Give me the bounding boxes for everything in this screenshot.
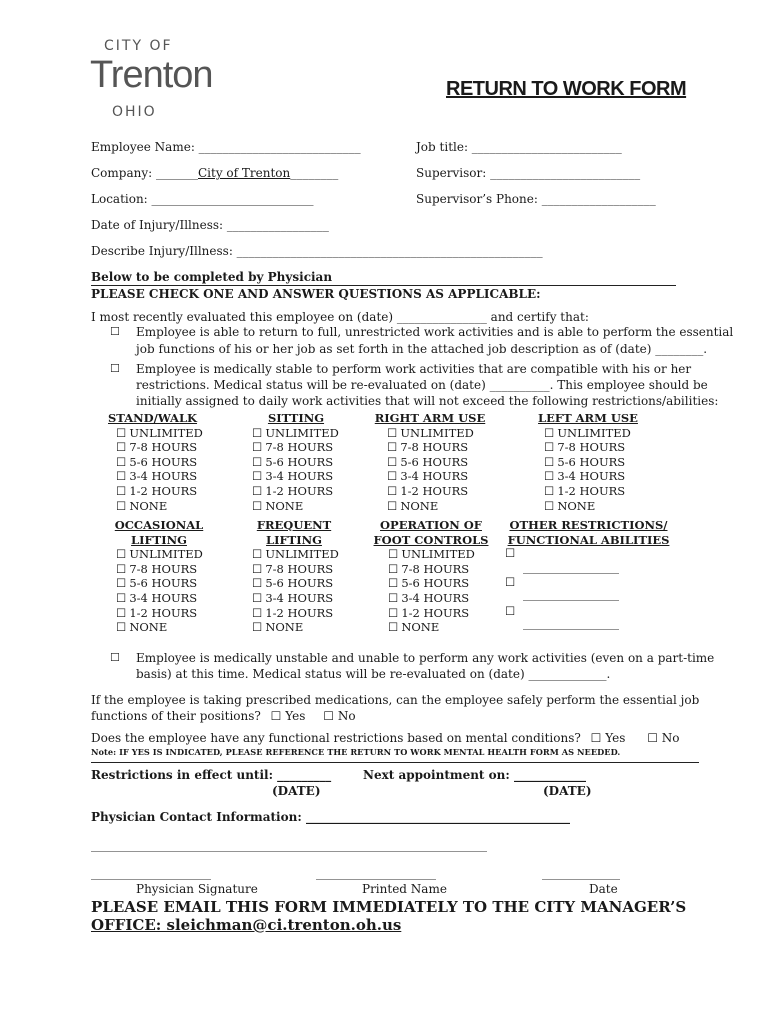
restriction-checkbox[interactable]: ☐ [252,620,263,635]
company-label: Company: _______ [91,166,198,180]
other-restriction-2-blank[interactable]: ________________ [523,587,619,601]
restriction-checkbox[interactable]: ☐ [387,483,398,498]
supervisor-field[interactable]: Supervisor: _________________________ [416,166,641,180]
col-foot-controls [372,518,502,635]
restriction-option[interactable] [116,547,242,562]
option-list [108,426,238,514]
restriction-checkbox[interactable]: ☐ [252,498,263,513]
restriction-option[interactable] [252,562,382,577]
restrictions-until-field[interactable]: Restrictions in effect until: _________ [91,768,332,782]
col-stand-walk [108,411,238,513]
restriction-option-label: 7-8 HOURS [129,561,198,576]
col-heading: LEFT ARM USE [538,411,638,425]
option-list [252,547,382,635]
medications-yes-label: Yes [285,709,306,723]
other-restriction-1-checkbox[interactable]: ☐ [505,546,516,560]
restriction-checkbox[interactable]: ☐ [544,483,555,498]
restriction-option-label: 3-4 HOURS [265,590,334,605]
restriction-checkbox[interactable]: ☐ [116,620,127,635]
restriction-option-label: 1-2 HOURS [129,483,198,498]
restriction-option[interactable] [388,591,502,606]
restriction-option[interactable] [116,620,242,635]
physician-signature-line[interactable]: ____________________ [91,866,211,880]
option-restricted-line2: restrictions. Medical status will be re-evaluated on (date) __________. This employee should be [136,378,708,392]
restriction-option-label: 5-6 HOURS [129,454,198,469]
option-list [373,426,503,514]
restriction-option-label: 7-8 HOURS [129,440,198,455]
restriction-option[interactable] [252,469,382,484]
option-full-duty-line2: job functions of his or her job as set forth in the attached job description as of (date) ________. [136,342,708,356]
col-heading-line1: OCCASIONAL [114,518,204,532]
col-heading-line2: FOOT CONTROLS [373,532,489,547]
medications-yes-checkbox[interactable]: ☐ [270,709,282,723]
mental-yes-checkbox[interactable]: ☐ [590,731,602,745]
medications-no-checkbox[interactable]: ☐ [323,709,334,723]
other-restriction-3-checkbox[interactable]: ☐ [505,604,516,618]
restriction-option[interactable] [388,576,502,591]
col-heading-line2: FUNCTIONAL ABILITIES [507,532,670,547]
restriction-checkbox[interactable]: ☐ [252,469,263,484]
restriction-option-label: 5-6 HOURS [557,454,626,469]
other-restriction-2[interactable] [505,575,515,589]
restriction-option[interactable] [544,426,666,441]
restriction-checkbox[interactable]: ☐ [116,483,127,498]
restriction-checkbox[interactable]: ☐ [116,576,127,591]
medications-question-line2 [91,709,356,723]
restriction-option-label: 7-8 HOURS [400,440,469,455]
other-restriction-3-blank[interactable]: ________________ [523,616,619,630]
option-restricted-checkbox[interactable]: ☐ [110,362,120,375]
restriction-checkbox[interactable]: ☐ [116,590,127,605]
col-heading-line1: OPERATION OF [380,518,482,532]
certify-text: I most recently evaluated this employee on (date) _______________ and certify that: [91,310,589,324]
restriction-option[interactable] [387,426,503,441]
restriction-option[interactable] [116,499,238,514]
col-other-restrictions [505,518,675,547]
restriction-checkbox[interactable]: ☐ [116,605,127,620]
restriction-option[interactable] [252,499,382,514]
col-heading-line1: OTHER RESTRICTIONS/ [509,518,668,532]
medications-question-text: functions of their positions? [91,709,261,723]
restriction-option-label: UNLIMITED [400,425,474,440]
physician-heading-rule [91,285,676,286]
restriction-option-label: UNLIMITED [265,425,339,440]
option-restricted-line1: Employee is medically stable to perform work activities that are compatible with his or her [136,362,692,376]
restriction-option[interactable] [252,591,382,606]
restriction-option-label: 1-2 HOURS [400,483,469,498]
option-full-duty-checkbox[interactable]: ☐ [110,325,120,338]
email-instruction-line1: PLEASE EMAIL THIS FORM IMMEDIATELY TO THE CITY MANAGER’S [91,898,687,916]
medications-no-label: No [337,709,356,723]
restriction-checkbox[interactable]: ☐ [116,547,127,562]
restriction-option-label: 1-2 HOURS [401,605,470,620]
restriction-checkbox[interactable]: ☐ [544,469,555,484]
physician-contact-field[interactable]: Physician Contact Information: ____________________________________________ [91,810,570,824]
restriction-checkbox[interactable]: ☐ [252,576,263,591]
restriction-option-label: 7-8 HOURS [557,440,626,455]
restriction-option-label: 7-8 HOURS [265,440,334,455]
restriction-option[interactable] [252,426,382,441]
restriction-option-label: 7-8 HOURS [401,561,470,576]
company-value: City of Trenton [198,166,291,180]
restrictions-until-date-label: (DATE) [272,784,321,798]
restriction-option[interactable] [544,440,666,455]
restriction-option-label: NONE [129,498,168,513]
medications-question: If the employee is taking prescribed medications, can the employee safely perform the essential job [91,693,700,707]
restriction-option[interactable] [387,440,503,455]
option-list [112,547,242,635]
restriction-option-label: 3-4 HOURS [265,469,334,484]
restriction-option-label: 5-6 HOURS [400,454,469,469]
job-title-field[interactable]: Job title: _________________________ [416,140,622,154]
restriction-option[interactable] [116,455,238,470]
option-unstable-line1: Employee is medically unstable and unable to perform any work activities (even on a part-time [136,651,715,665]
restriction-option-label: NONE [265,620,304,635]
col-occasional-lifting [112,518,242,635]
restriction-option-label: 1-2 HOURS [265,605,334,620]
col-heading-line1: FREQUENT [256,518,332,532]
restriction-checkbox[interactable]: ☐ [387,425,398,440]
restriction-checkbox[interactable]: ☐ [252,454,263,469]
restriction-option-label: 3-4 HOURS [129,469,198,484]
restriction-checkbox[interactable]: ☐ [544,440,555,455]
section-divider [91,762,699,763]
col-heading: RIGHT ARM USE [374,411,486,425]
signature-date-line[interactable]: _____________ [542,866,620,880]
logo-city-of: CITY OF [104,38,173,54]
restriction-checkbox[interactable]: ☐ [388,605,399,620]
company-suffix: ________ [290,166,339,180]
restriction-option-label: 5-6 HOURS [265,454,334,469]
restriction-checkbox[interactable]: ☐ [544,454,555,469]
option-unstable-line2: basis) at this time. Medical status will be re-evaluated on (date) _____________. [136,667,611,681]
restriction-checkbox[interactable]: ☐ [544,425,555,440]
logo-ohio: OHIO [112,104,157,120]
restriction-option[interactable] [116,484,238,499]
restriction-option[interactable] [116,562,242,577]
restriction-option-label: UNLIMITED [265,547,339,562]
mental-question-row [91,731,680,745]
restriction-checkbox[interactable]: ☐ [116,454,127,469]
email-instruction-line2[interactable]: OFFICE: sleichman@ci.trenton.oh.us [91,916,402,934]
signature-date-label: Date [589,882,618,896]
restriction-option[interactable] [388,562,502,577]
restriction-option-label: UNLIMITED [129,547,203,562]
restriction-checkbox[interactable]: ☐ [388,561,399,576]
restriction-option-label: 1-2 HOURS [265,483,334,498]
next-appointment-field[interactable]: Next appointment on: ____________ [363,768,586,782]
restriction-option[interactable] [388,547,502,562]
restriction-option[interactable] [116,469,238,484]
restriction-option-label: UNLIMITED [401,547,475,562]
restriction-option-label: NONE [400,498,439,513]
restriction-checkbox[interactable]: ☐ [116,425,127,440]
restriction-checkbox[interactable]: ☐ [387,469,398,484]
restriction-checkbox[interactable]: ☐ [116,440,127,455]
restriction-option-label: NONE [557,498,596,513]
logo-trenton: Trenton [90,54,213,96]
restriction-option-label: 7-8 HOURS [265,561,334,576]
mental-yes-label: Yes [605,731,626,745]
restriction-option[interactable] [387,484,503,499]
restriction-option[interactable] [544,455,666,470]
restriction-option-label: NONE [265,498,304,513]
restriction-option[interactable] [116,591,242,606]
col-heading-line2: LIFTING [266,532,322,547]
restriction-option[interactable] [544,484,666,499]
restriction-option[interactable] [252,576,382,591]
restriction-checkbox[interactable]: ☐ [116,469,127,484]
col-heading: SITTING [267,411,325,425]
restriction-option-label: 5-6 HOURS [129,576,198,591]
restriction-option-label: 3-4 HOURS [129,590,198,605]
restriction-option[interactable] [252,440,382,455]
option-unstable-checkbox[interactable]: ☐ [110,651,120,664]
restriction-option-label: NONE [129,620,168,635]
restriction-option[interactable] [544,469,666,484]
restriction-option[interactable] [388,606,502,621]
next-appointment-date-label: (DATE) [543,784,592,798]
location-field[interactable]: Location: ___________________________ [91,192,314,206]
restriction-checkbox[interactable]: ☐ [387,498,398,513]
col-sitting [252,411,382,513]
restriction-checkbox[interactable]: ☐ [252,605,263,620]
col-frequent-lifting [252,518,382,635]
restriction-option-label: 3-4 HOURS [557,469,626,484]
col-heading: STAND/WALK [108,411,198,425]
restriction-checkbox[interactable]: ☐ [544,498,555,513]
describe-injury-field[interactable]: Describe Injury/Illness: ___________________________________________________ [91,244,543,258]
restriction-checkbox[interactable]: ☐ [252,425,263,440]
restriction-checkbox[interactable]: ☐ [116,498,127,513]
restriction-option[interactable] [252,484,382,499]
restriction-option[interactable] [252,606,382,621]
printed-name-label: Printed Name [362,882,447,896]
option-restricted-line3: initially assigned to daily work activities that will not exceed the following restrictions/abilities: [136,394,719,408]
col-heading-line2: LIFTING [131,532,187,547]
restriction-option[interactable] [252,620,382,635]
restriction-option[interactable] [252,455,382,470]
restriction-checkbox[interactable]: ☐ [252,561,263,576]
restriction-option-label: 1-2 HOURS [129,605,198,620]
restriction-option-label: 5-6 HOURS [265,576,334,591]
restriction-option[interactable] [116,426,238,441]
restriction-option-label: 5-6 HOURS [401,576,470,591]
option-list [536,426,666,514]
restriction-option[interactable] [116,576,242,591]
printed-name-line[interactable]: ____________________ [316,866,436,880]
restriction-checkbox[interactable]: ☐ [387,454,398,469]
restriction-checkbox[interactable]: ☐ [116,561,127,576]
restriction-checkbox[interactable]: ☐ [388,590,399,605]
col-right-arm-use [373,411,503,513]
restriction-option[interactable] [387,499,503,514]
restriction-checkbox[interactable]: ☐ [252,590,263,605]
restriction-checkbox[interactable]: ☐ [388,620,399,635]
other-restriction-2-checkbox[interactable]: ☐ [505,575,516,589]
restriction-option[interactable] [544,499,666,514]
restriction-option[interactable] [252,547,382,562]
mental-no-checkbox[interactable]: ☐ [647,731,658,745]
restriction-option[interactable] [387,455,503,470]
employee-name-field[interactable]: Employee Name: ___________________________ [91,140,361,154]
option-list [372,547,502,635]
restriction-option-label: 3-4 HOURS [401,590,470,605]
mental-no-label: No [661,731,680,745]
col-left-arm-use [536,411,666,513]
other-restriction-3[interactable] [505,604,515,618]
restriction-option[interactable] [387,469,503,484]
restriction-checkbox[interactable]: ☐ [388,576,399,591]
physician-heading: Below to be completed by Physician [91,270,333,284]
restriction-checkbox[interactable]: ☐ [252,440,263,455]
restriction-option-label: UNLIMITED [557,425,631,440]
restriction-option-label: 3-4 HOURS [400,469,469,484]
physician-contact-line2[interactable]: __________________________________________________________________ [91,838,487,852]
restriction-option-label: 1-2 HOURS [557,483,626,498]
restriction-option[interactable] [116,440,238,455]
page-title: RETURN TO WORK FORM [446,78,687,100]
option-full-duty-line1: Employee is able to return to full, unrestricted work activities and is able to perform the essential [136,325,734,339]
other-restriction-1[interactable] [505,546,515,560]
restriction-checkbox[interactable]: ☐ [252,547,263,562]
physician-signature-label: Physician Signature [136,882,258,896]
restriction-option[interactable] [116,606,242,621]
supervisor-phone-field[interactable]: Supervisor’s Phone: ___________________ [416,192,656,206]
option-list [252,426,382,514]
restriction-option-label: NONE [401,620,440,635]
mental-question-text: Does the employee have any functional restrictions based on mental conditions? [91,731,581,745]
restriction-checkbox[interactable]: ☐ [388,547,399,562]
restriction-checkbox[interactable]: ☐ [387,440,398,455]
restriction-option[interactable] [388,620,502,635]
company-field[interactable] [91,166,338,180]
date-of-injury-field[interactable]: Date of Injury/Illness: _________________ [91,218,329,232]
restriction-option-label: UNLIMITED [129,425,203,440]
other-restriction-1-blank[interactable]: ________________ [523,560,619,574]
physician-instruction: PLEASE CHECK ONE AND ANSWER QUESTIONS AS APPLICABLE: [91,287,541,301]
mental-note: Note: IF YES IS INDICATED, PLEASE REFERENCE THE RETURN TO WORK MENTAL HEALTH FORM AS NEEDED. [91,747,621,757]
restriction-checkbox[interactable]: ☐ [252,483,263,498]
